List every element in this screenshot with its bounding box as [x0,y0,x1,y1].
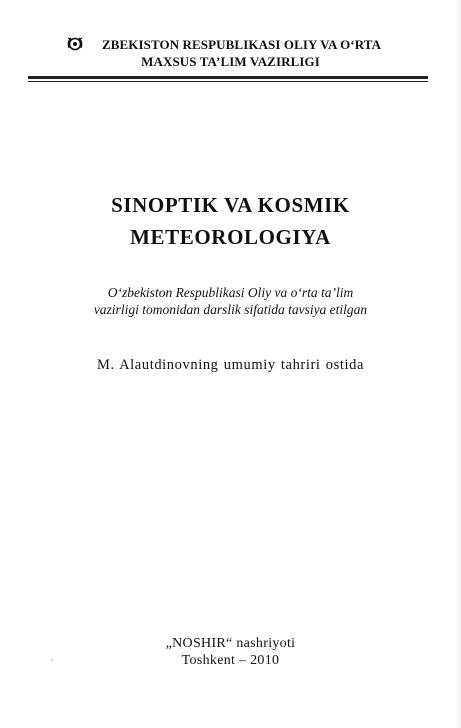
city-year: Toshkent – 2010 [181,653,280,668]
book-title-line-2: METEOROLOGIYA [130,225,331,249]
publisher-name: „NOSHIR“ nashriyoti [165,636,296,651]
ministry-line-2: MAXSUS TA’LIM VAZIRLIGI [141,54,320,69]
approval-note-line-2: vazirligi tomonidan darslik sifatida tavsiya etilgan [93,302,368,317]
page-edge-shadow [455,0,461,728]
ministry-line-1: ZBEKISTON RESPUBLIKASI OLIY VA O‘RTA [101,37,382,52]
ministry-header [0,36,461,70]
editor-note: M. Alautdinovning umumiy tahriri ostida [96,357,365,373]
header-divider-thick [28,76,428,79]
book-title-line-1: SINOPTIK VA KOSMIK [111,193,350,217]
approval-note-line-1: O‘zbekiston Respublikasi Oliy va o‘rta ta’lim [107,285,354,300]
scan-speck [51,659,53,661]
header-divider-thin [28,81,428,82]
